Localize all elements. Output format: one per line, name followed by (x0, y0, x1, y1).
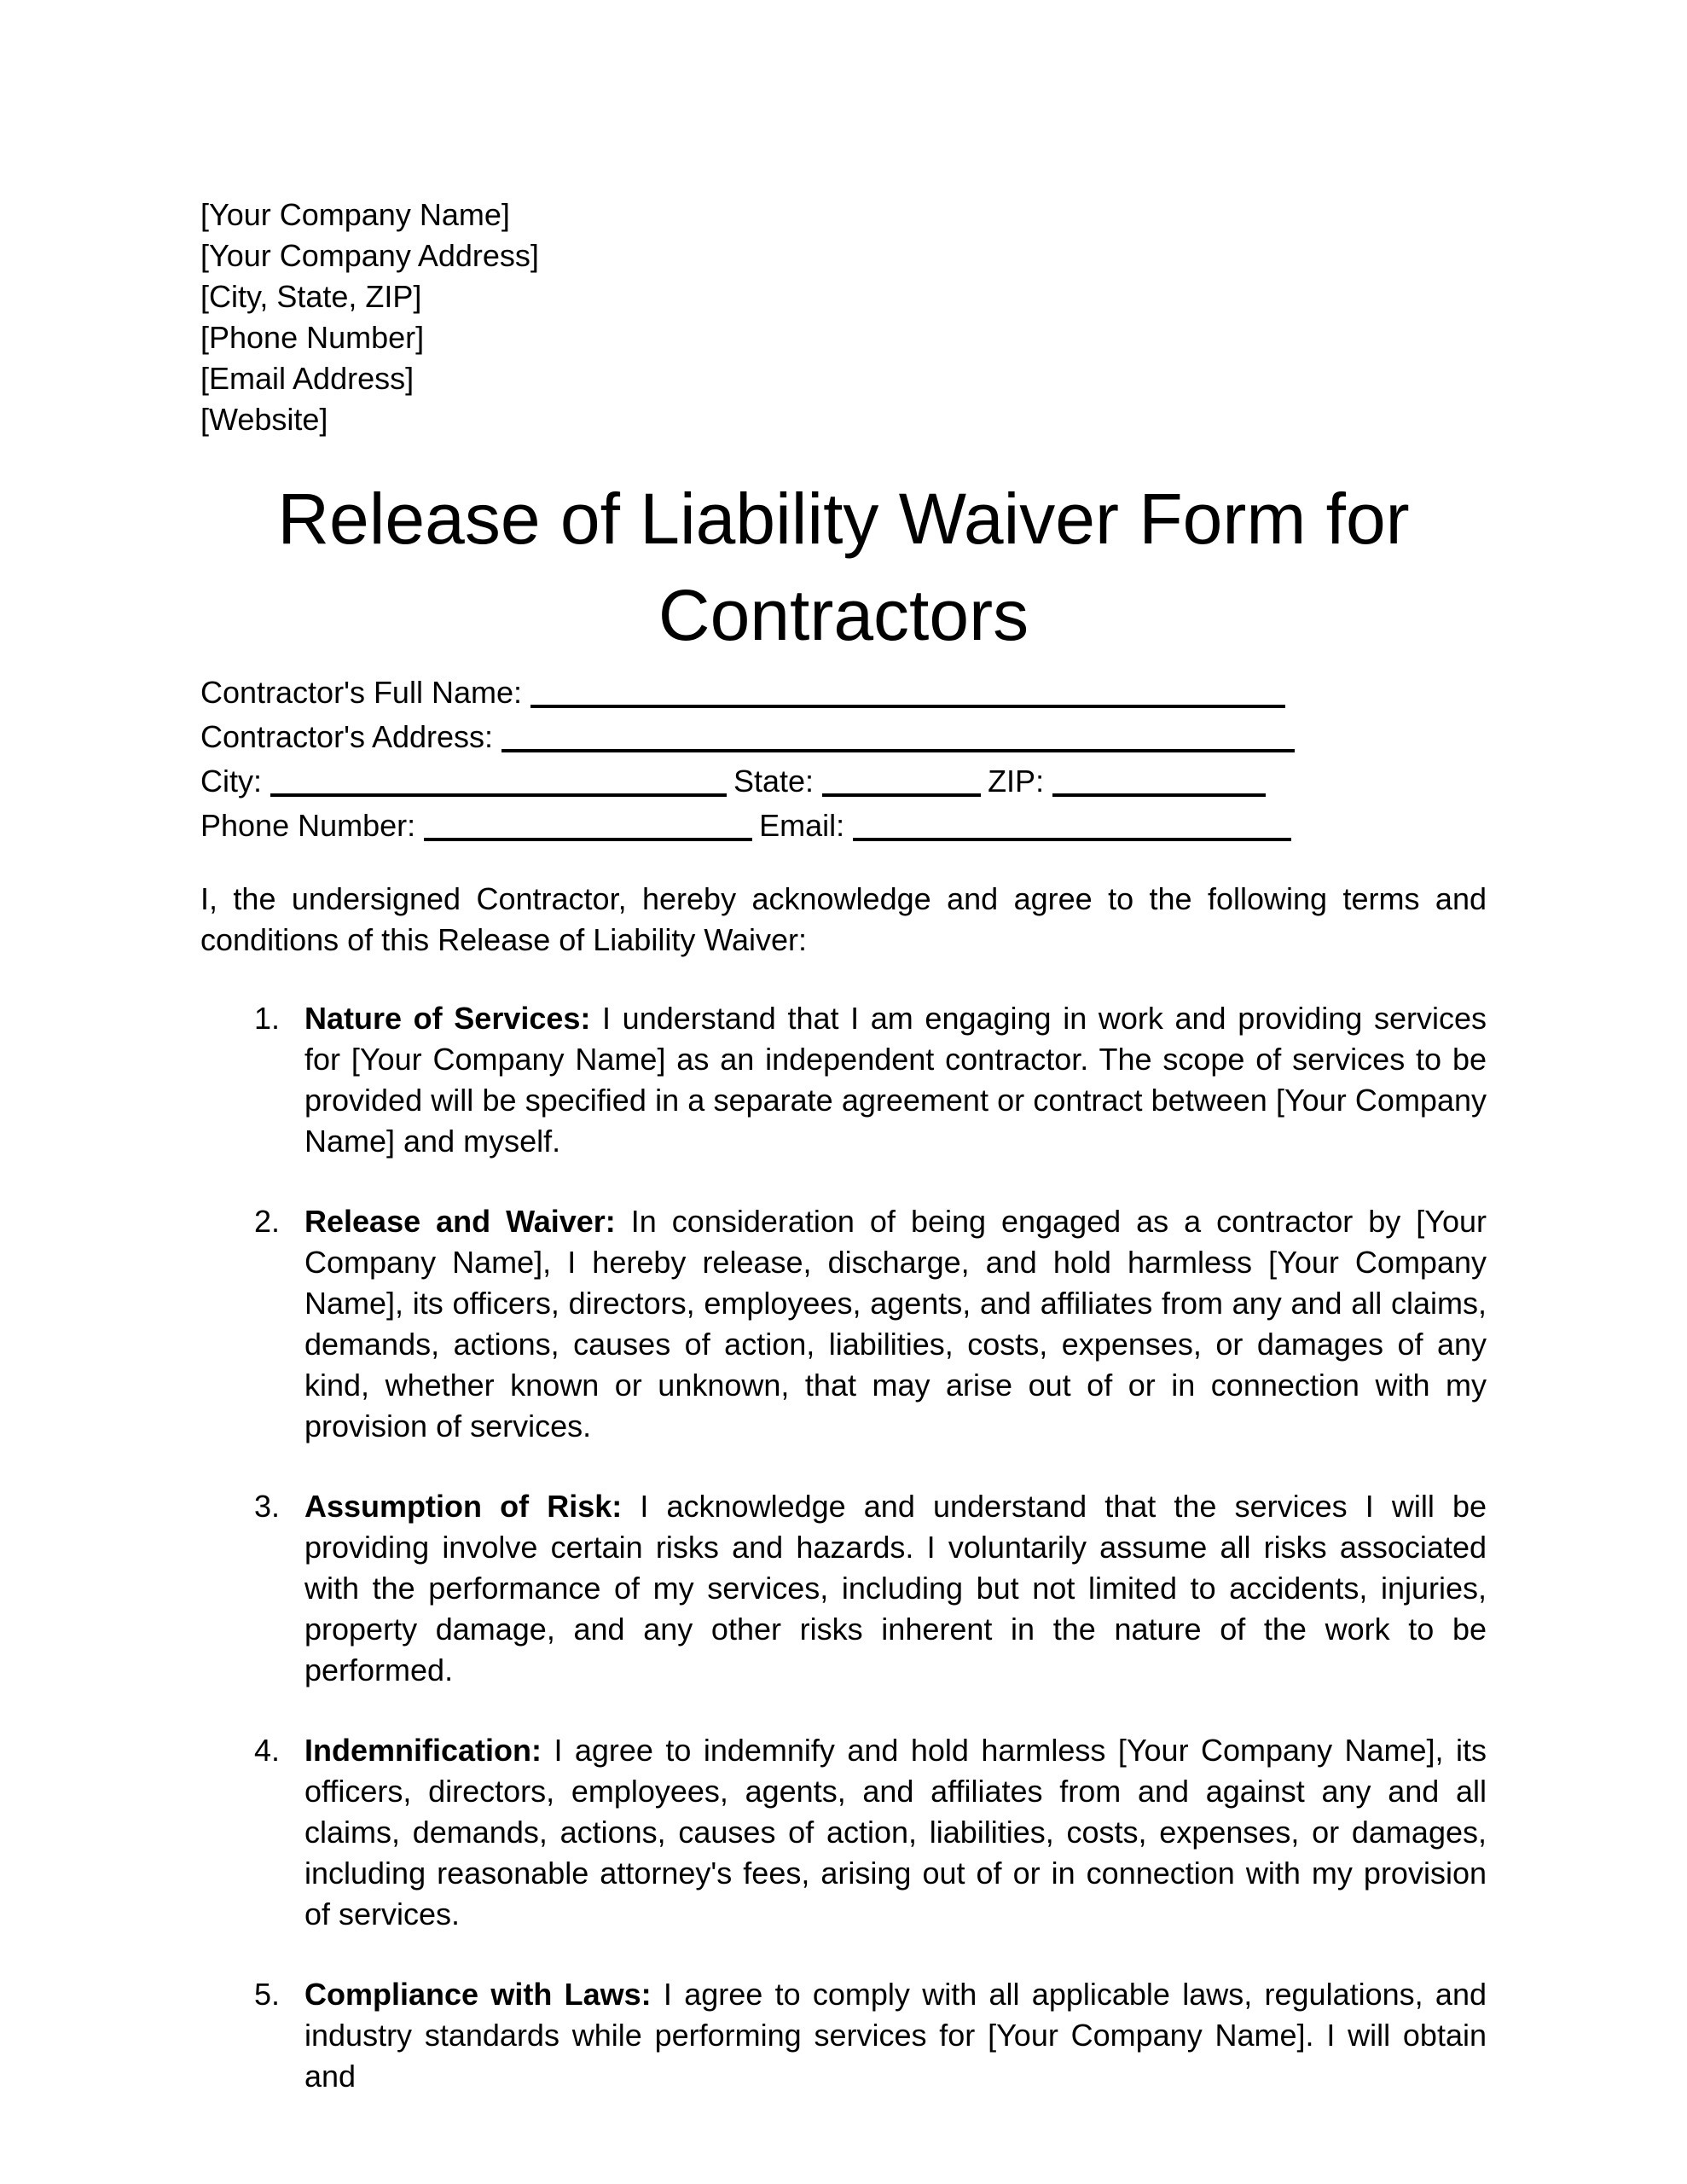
address-label: Contractor's Address: (200, 719, 494, 754)
company-phone-placeholder: [Phone Number] (200, 320, 425, 355)
item-heading: Compliance with Laws: (304, 1977, 652, 2012)
company-email-placeholder: [Email Address] (200, 361, 415, 396)
page-title: Release of Liability Waiver Form for Contractors (277, 479, 1410, 655)
item-number: 2. (254, 1204, 281, 1239)
city-field[interactable] (270, 759, 727, 797)
item-heading: Indemnification: (304, 1733, 542, 1768)
phone-email-row (200, 804, 1487, 848)
full-name-field[interactable] (530, 671, 1285, 708)
item-heading: Release and Waiver: (304, 1204, 616, 1239)
list-item-release-and-waiver (200, 1201, 1487, 1447)
list-item-compliance-with-laws (200, 1974, 1487, 2097)
phone-label: Phone Number: (200, 808, 416, 843)
item-number: 1. (254, 1001, 281, 1036)
city-state-zip-row (200, 759, 1487, 804)
state-field[interactable] (822, 759, 981, 797)
contractor-info-form (200, 671, 1487, 848)
email-field[interactable] (853, 804, 1291, 841)
intro-paragraph: I, the undersigned Contractor, hereby acknowledge and agree to the following terms and conditions of this Release of Liability Waiver: (200, 881, 1487, 957)
company-website-placeholder: [Website] (200, 402, 328, 437)
item-number: 3. (254, 1489, 281, 1524)
list-item-assumption-of-risk (200, 1486, 1487, 1691)
zip-field[interactable] (1052, 759, 1266, 797)
item-body: I understand that I am engaging in work and providing services for [Your Company Name] as an independent contractor. The scope of services to be provided will be specified in a separate agreement or contract between [Your Company Name] and myself. (304, 1001, 1487, 1159)
phone-field[interactable] (424, 804, 752, 841)
address-row (200, 715, 1487, 759)
zip-label: ZIP: (988, 764, 1045, 799)
item-heading: Nature of Services: (304, 1001, 591, 1036)
item-number: 4. (254, 1733, 281, 1768)
full-name-row (200, 671, 1487, 715)
item-body: In consideration of being engaged as a contractor by [Your Company Name], I hereby release, discharge, and hold harmless [Your Company Name], its officers, directors, employees, agents, and affiliates from any and all claims, demands, actions, causes of action, liabilities, costs, expenses, or damages of any kind, whether known or unknown, that may arise out of or in connection with my provision of services. (304, 1204, 1487, 1443)
item-heading: Assumption of Risk: (304, 1489, 623, 1524)
item-body: I agree to indemnify and hold harmless [Your Company Name], its officers, directors, employees, agents, and affiliates from and against any and all claims, demands, actions, causes of action, liabilities, costs, expenses, or damages, including reasonable attorney's fees, arising out of or in connection with my provision of services. (304, 1733, 1487, 1931)
company-city-state-zip-placeholder: [City, State, ZIP] (200, 279, 422, 314)
company-name-placeholder: [Your Company Name] (200, 197, 510, 232)
item-body: I agree to comply with all applicable laws, regulations, and industry standards while performing services for [Your Company Name]. I will obtain and (304, 1977, 1487, 2094)
company-header-block (200, 195, 1487, 440)
email-label: Email: (759, 808, 845, 843)
list-item-nature-of-services (200, 998, 1487, 1162)
item-body: I acknowledge and understand that the services I will be providing involve certain risks and hazards. I voluntarily assume all risks associated with the performance of my services, including but not limited to accidents, injuries, property damage, and any other risks inherent in the nature of the work to be performed. (304, 1489, 1487, 1687)
state-label: State: (733, 764, 815, 799)
full-name-label: Contractor's Full Name: (200, 675, 522, 710)
list-item-indemnification (200, 1730, 1487, 1935)
item-number: 5. (254, 1977, 281, 2012)
terms-list (200, 998, 1487, 2097)
company-address-placeholder: [Your Company Address] (200, 238, 539, 273)
city-label: City: (200, 764, 262, 799)
address-field[interactable] (501, 715, 1295, 752)
